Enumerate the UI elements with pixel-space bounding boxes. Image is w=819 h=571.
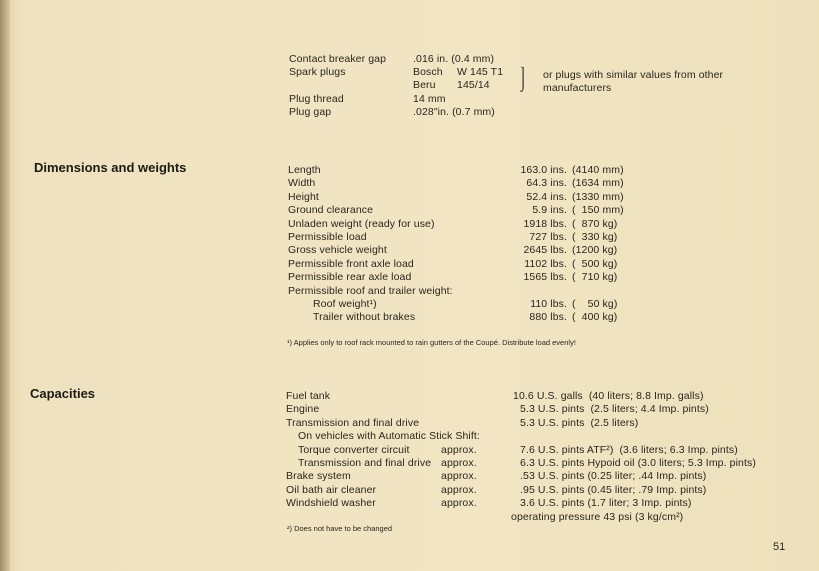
dimension-label: Unladen weight (ready for use) — [288, 218, 435, 230]
capacity-value: .53 U.S. pints (0.25 liter; .44 Imp. pints) — [520, 470, 707, 482]
dimension-imperial: 727 lbs. — [529, 231, 567, 243]
dimension-metric: ( 50 kg) — [572, 298, 618, 310]
capacity-value: 7.6 U.S. pints ATF²) (3.6 liters; 6.3 Imp. pints) — [520, 444, 738, 456]
spark-plugs-label: Spark plugs — [289, 66, 346, 78]
spark-plug-alt-line1: or plugs with similar values from other — [543, 69, 724, 81]
dimension-metric: (4140 mm) — [572, 164, 624, 176]
dimension-label: Length — [288, 164, 321, 176]
plug-gap-label: Plug gap — [289, 106, 332, 118]
capacity-value: .95 U.S. pints (0.45 liter; .79 Imp. pints) — [520, 484, 707, 496]
capacity-approx: approx. — [441, 484, 477, 496]
dimension-imperial: 2645 lbs. — [523, 244, 567, 256]
dimension-metric: (1330 mm) — [572, 191, 624, 203]
capacity-value: 5.3 U.S. pints (2.5 liters; 4.4 Imp. pints) — [520, 403, 709, 415]
capacity-value: operating pressure 43 psi (3 kg/cm²) — [511, 511, 684, 523]
dimension-label: Trailer without brakes — [313, 311, 416, 323]
dimension-label: Permissible load — [288, 231, 367, 243]
dimension-metric: ( 710 kg) — [572, 271, 618, 283]
dimension-imperial: 52.4 ins. — [526, 191, 567, 203]
capacity-label: Windshield washer — [286, 497, 376, 509]
contact-breaker-gap-label: Contact breaker gap — [289, 53, 387, 65]
dimension-label: Permissible roof and trailer weight: — [288, 285, 453, 297]
capacity-label: Brake system — [286, 470, 351, 482]
capacity-approx: approx. — [441, 457, 477, 469]
capacity-value: 10.6 U.S. galls (40 liters; 8.8 Imp. galls) — [513, 390, 704, 402]
spark-plug-bosch-model: W 145 T1 — [457, 66, 504, 78]
brace-top: ⌉ — [520, 65, 525, 79]
plug-gap-value: .028"in. (0.7 mm) — [413, 106, 495, 118]
dimension-label: Height — [288, 191, 319, 203]
dimension-imperial: 1565 lbs. — [523, 271, 567, 283]
dimension-label: Permissible front axle load — [288, 258, 414, 270]
capacity-approx: approx. — [441, 444, 477, 456]
capacity-value: 5.3 U.S. pints (2.5 liters) — [520, 417, 639, 429]
capacities-footnote: ²) Does not have to be changed — [287, 524, 393, 533]
dimension-metric: ( 870 kg) — [572, 218, 618, 230]
dimension-label: Permissible rear axle load — [288, 271, 412, 283]
dimension-imperial: 163.0 ins. — [520, 164, 567, 176]
dimension-metric: ( 400 kg) — [572, 311, 618, 323]
dimension-imperial: 64.3 ins. — [526, 177, 567, 189]
spark-plug-bosch-brand: Bosch — [413, 66, 443, 78]
page-gutter — [0, 0, 10, 571]
contact-breaker-gap-value: .016 in. (0.4 mm) — [413, 53, 495, 65]
capacity-label: Fuel tank — [286, 390, 331, 402]
capacity-approx: approx. — [441, 497, 477, 509]
dimension-label: Gross vehicle weight — [288, 244, 387, 256]
page-number: 51 — [773, 541, 786, 553]
dimension-label: Ground clearance — [288, 204, 374, 216]
dimension-metric: ( 330 kg) — [572, 231, 618, 243]
capacity-label: On vehicles with Automatic Stick Shift: — [298, 430, 480, 442]
capacity-label: Transmission and final drive — [298, 457, 432, 469]
capacity-approx: approx. — [441, 470, 477, 482]
plug-thread-value: 14 mm — [413, 93, 446, 105]
dimension-metric: (1200 kg) — [572, 244, 618, 256]
dimension-imperial: 1102 lbs. — [524, 258, 567, 270]
plug-thread-label: Plug thread — [289, 93, 344, 105]
dimension-metric: ( 500 kg) — [572, 258, 618, 270]
spark-plug-beru-brand: Beru — [413, 79, 436, 91]
dimension-imperial: 1918 lbs. — [523, 218, 567, 230]
dimension-metric: ( 150 mm) — [572, 204, 624, 216]
dimension-metric: (1634 mm) — [572, 177, 624, 189]
capacity-value: 6.3 U.S. pints Hypoid oil (3.0 liters; 5.3 Imp. pints) — [520, 457, 756, 469]
capacity-value: 3.6 U.S. pints (1.7 liter; 3 Imp. pints) — [520, 497, 692, 509]
capacity-label: Oil bath air cleaner — [286, 484, 377, 496]
capacity-label: Torque converter circuit — [298, 444, 410, 456]
dimension-label: Width — [288, 177, 316, 189]
brace-bottom: ⌡ — [520, 78, 527, 92]
dimension-imperial: 5.9 ins. — [532, 204, 567, 216]
dimension-imperial: 110 lbs. — [530, 298, 567, 310]
dimension-imperial: 880 lbs. — [529, 311, 567, 323]
dimensions-heading: Dimensions and weights — [34, 160, 187, 175]
capacity-label: Engine — [286, 403, 320, 415]
capacity-label: Transmission and final drive — [286, 417, 420, 429]
capacities-heading: Capacities — [30, 386, 96, 401]
spark-plug-beru-model: 145/14 — [457, 79, 490, 91]
spark-plug-alt-line2: manufacturers — [543, 82, 612, 94]
dimensions-footnote: ¹) Applies only to roof rack mounted to rain gutters of the Coupé. Distribute load evenly! — [287, 338, 576, 347]
dimension-label: Roof weight¹) — [313, 298, 377, 310]
